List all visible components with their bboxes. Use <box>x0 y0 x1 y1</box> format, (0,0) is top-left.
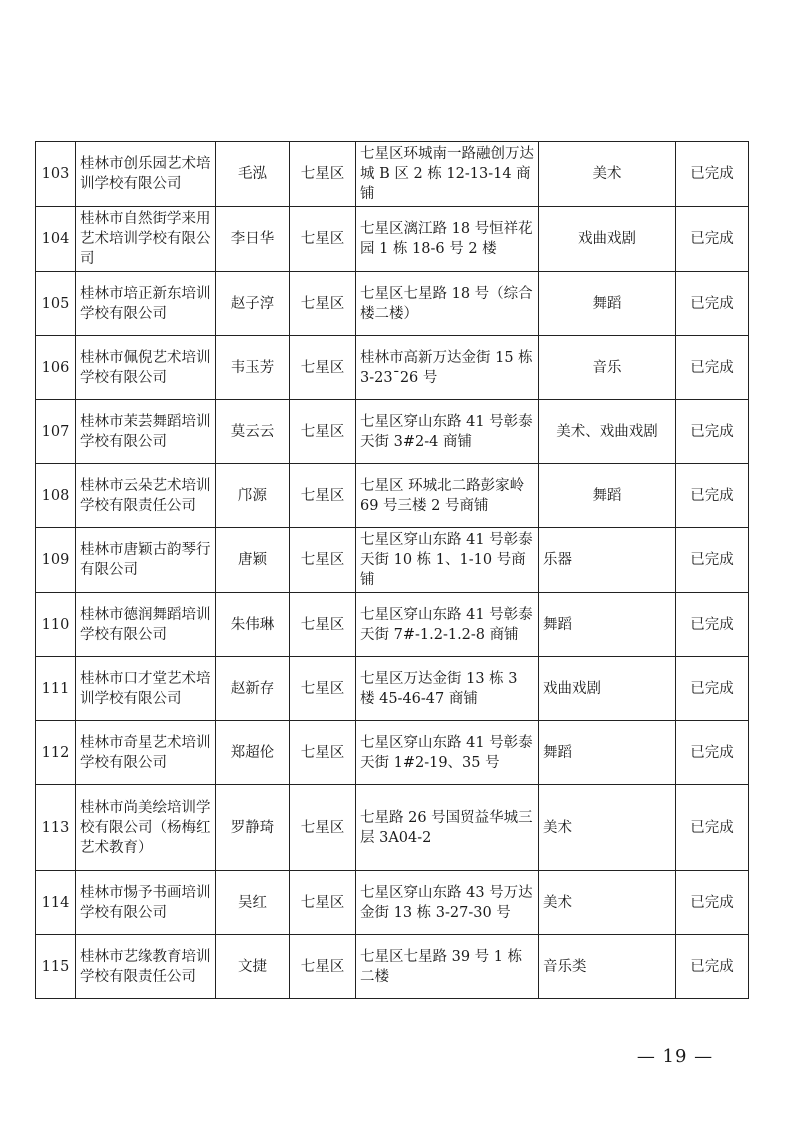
cell-status: 已完成 <box>676 528 749 593</box>
cell-category: 舞蹈 <box>539 272 676 336</box>
cell-school-name: 桂林市茉芸舞蹈培训学校有限公司 <box>76 400 216 464</box>
page-number: — 19 — <box>636 1046 714 1067</box>
cell-school-name: 桂林市唐颖古韵琴行有限公司 <box>76 528 216 593</box>
cell-contact-person: 韦玉芳 <box>216 336 290 400</box>
cell-school-name: 桂林市奇星艺术培训学校有限公司 <box>76 721 216 785</box>
cell-contact-person: 赵子淳 <box>216 272 290 336</box>
cell-district: 七星区 <box>290 336 356 400</box>
table-body <box>36 142 749 999</box>
cell-number: 114 <box>36 871 76 935</box>
cell-number: 109 <box>36 528 76 593</box>
cell-school-name: 桂林市尚美绘培训学校有限公司（杨梅红艺术教育） <box>76 785 216 871</box>
cell-address: 七星区穿山东路 41 号彰泰天街 10 栋 1、1-10 号商铺 <box>356 528 539 593</box>
cell-district: 七星区 <box>290 785 356 871</box>
cell-status: 已完成 <box>676 142 749 207</box>
cell-school-name: 桂林市德润舞蹈培训学校有限公司 <box>76 593 216 657</box>
cell-status: 已完成 <box>676 272 749 336</box>
cell-status: 已完成 <box>676 871 749 935</box>
table-row <box>36 721 749 785</box>
cell-district: 七星区 <box>290 528 356 593</box>
cell-contact-person: 郑超伦 <box>216 721 290 785</box>
cell-contact-person: 邝源 <box>216 464 290 528</box>
cell-school-name: 桂林市自然街学来用艺术培训学校有限公司 <box>76 207 216 272</box>
cell-contact-person: 文捷 <box>216 935 290 999</box>
cell-status: 已完成 <box>676 400 749 464</box>
cell-district: 七星区 <box>290 207 356 272</box>
cell-status: 已完成 <box>676 657 749 721</box>
cell-category: 美术 <box>539 785 676 871</box>
cell-category: 舞蹈 <box>539 721 676 785</box>
cell-status: 已完成 <box>676 593 749 657</box>
cell-address: 七星区穿山东路 41 号彰泰天街 3#2-4 商铺 <box>356 400 539 464</box>
cell-district: 七星区 <box>290 400 356 464</box>
cell-category: 舞蹈 <box>539 464 676 528</box>
cell-contact-person: 毛泓 <box>216 142 290 207</box>
cell-address: 七星区穿山东路 41 号彰泰天街 1#2-19、35 号 <box>356 721 539 785</box>
table-row <box>36 142 749 207</box>
cell-school-name: 桂林市云朵艺术培训学校有限责任公司 <box>76 464 216 528</box>
cell-district: 七星区 <box>290 464 356 528</box>
school-roster-table <box>35 141 749 999</box>
cell-district: 七星区 <box>290 142 356 207</box>
cell-category: 乐器 <box>539 528 676 593</box>
cell-number: 113 <box>36 785 76 871</box>
cell-category: 音乐 <box>539 336 676 400</box>
cell-district: 七星区 <box>290 721 356 785</box>
cell-address: 七星区漓江路 18 号恒祥花园 1 栋 18-6 号 2 楼 <box>356 207 539 272</box>
cell-district: 七星区 <box>290 272 356 336</box>
table-row <box>36 871 749 935</box>
cell-district: 七星区 <box>290 935 356 999</box>
cell-number: 107 <box>36 400 76 464</box>
cell-district: 七星区 <box>290 593 356 657</box>
cell-address: 七星区七星路 18 号（综合楼二楼） <box>356 272 539 336</box>
cell-contact-person: 莫云云 <box>216 400 290 464</box>
cell-number: 112 <box>36 721 76 785</box>
cell-category: 音乐类 <box>539 935 676 999</box>
table-row <box>36 272 749 336</box>
cell-number: 110 <box>36 593 76 657</box>
cell-status: 已完成 <box>676 935 749 999</box>
cell-address: 七星路 26 号国贸益华城三层 3A04-2 <box>356 785 539 871</box>
cell-contact-person: 李日华 <box>216 207 290 272</box>
cell-category: 美术、戏曲戏剧 <box>539 400 676 464</box>
cell-status: 已完成 <box>676 464 749 528</box>
cell-contact-person: 吴红 <box>216 871 290 935</box>
table-row <box>36 935 749 999</box>
cell-number: 106 <box>36 336 76 400</box>
cell-address: 桂林市高新万达金街 15 栋 3-23¯26 号 <box>356 336 539 400</box>
cell-contact-person: 朱伟琳 <box>216 593 290 657</box>
cell-number: 105 <box>36 272 76 336</box>
cell-number: 115 <box>36 935 76 999</box>
cell-school-name: 桂林市艺缘教育培训学校有限责任公司 <box>76 935 216 999</box>
cell-school-name: 桂林市创乐园艺术培训学校有限公司 <box>76 142 216 207</box>
cell-address: 七星区穿山东路 41 号彰泰天街 7#-1.2-1.2-8 商铺 <box>356 593 539 657</box>
cell-address: 七星区万达金街 13 栋 3 楼 45-46-47 商铺 <box>356 657 539 721</box>
table-row <box>36 785 749 871</box>
cell-contact-person: 罗静琦 <box>216 785 290 871</box>
cell-contact-person: 唐颖 <box>216 528 290 593</box>
cell-address: 七星区环城南一路融创万达城 B 区 2 栋 12-13-14 商铺 <box>356 142 539 207</box>
cell-address: 七星区 环城北二路彭家岭 69 号三楼 2 号商铺 <box>356 464 539 528</box>
cell-number: 104 <box>36 207 76 272</box>
cell-school-name: 桂林市佩倪艺术培训学校有限公司 <box>76 336 216 400</box>
cell-district: 七星区 <box>290 657 356 721</box>
table-row <box>36 593 749 657</box>
cell-address: 七星区七星路 39 号 1 栋二楼 <box>356 935 539 999</box>
cell-contact-person: 赵新存 <box>216 657 290 721</box>
cell-category: 舞蹈 <box>539 593 676 657</box>
cell-district: 七星区 <box>290 871 356 935</box>
table-row <box>36 336 749 400</box>
table-row <box>36 207 749 272</box>
cell-number: 111 <box>36 657 76 721</box>
cell-status: 已完成 <box>676 785 749 871</box>
cell-status: 已完成 <box>676 207 749 272</box>
cell-school-name: 桂林市培正新东培训学校有限公司 <box>76 272 216 336</box>
cell-address: 七星区穿山东路 43 号万达金街 13 栋 3-27-30 号 <box>356 871 539 935</box>
cell-category: 美术 <box>539 871 676 935</box>
cell-category: 美术 <box>539 142 676 207</box>
cell-number: 108 <box>36 464 76 528</box>
table-row <box>36 464 749 528</box>
cell-number: 103 <box>36 142 76 207</box>
cell-school-name: 桂林市口才堂艺术培训学校有限公司 <box>76 657 216 721</box>
cell-school-name: 桂林市惕予书画培训学校有限公司 <box>76 871 216 935</box>
cell-category: 戏曲戏剧 <box>539 657 676 721</box>
table-row <box>36 400 749 464</box>
table-row <box>36 528 749 593</box>
cell-category: 戏曲戏剧 <box>539 207 676 272</box>
table-row <box>36 657 749 721</box>
cell-status: 已完成 <box>676 721 749 785</box>
cell-status: 已完成 <box>676 336 749 400</box>
